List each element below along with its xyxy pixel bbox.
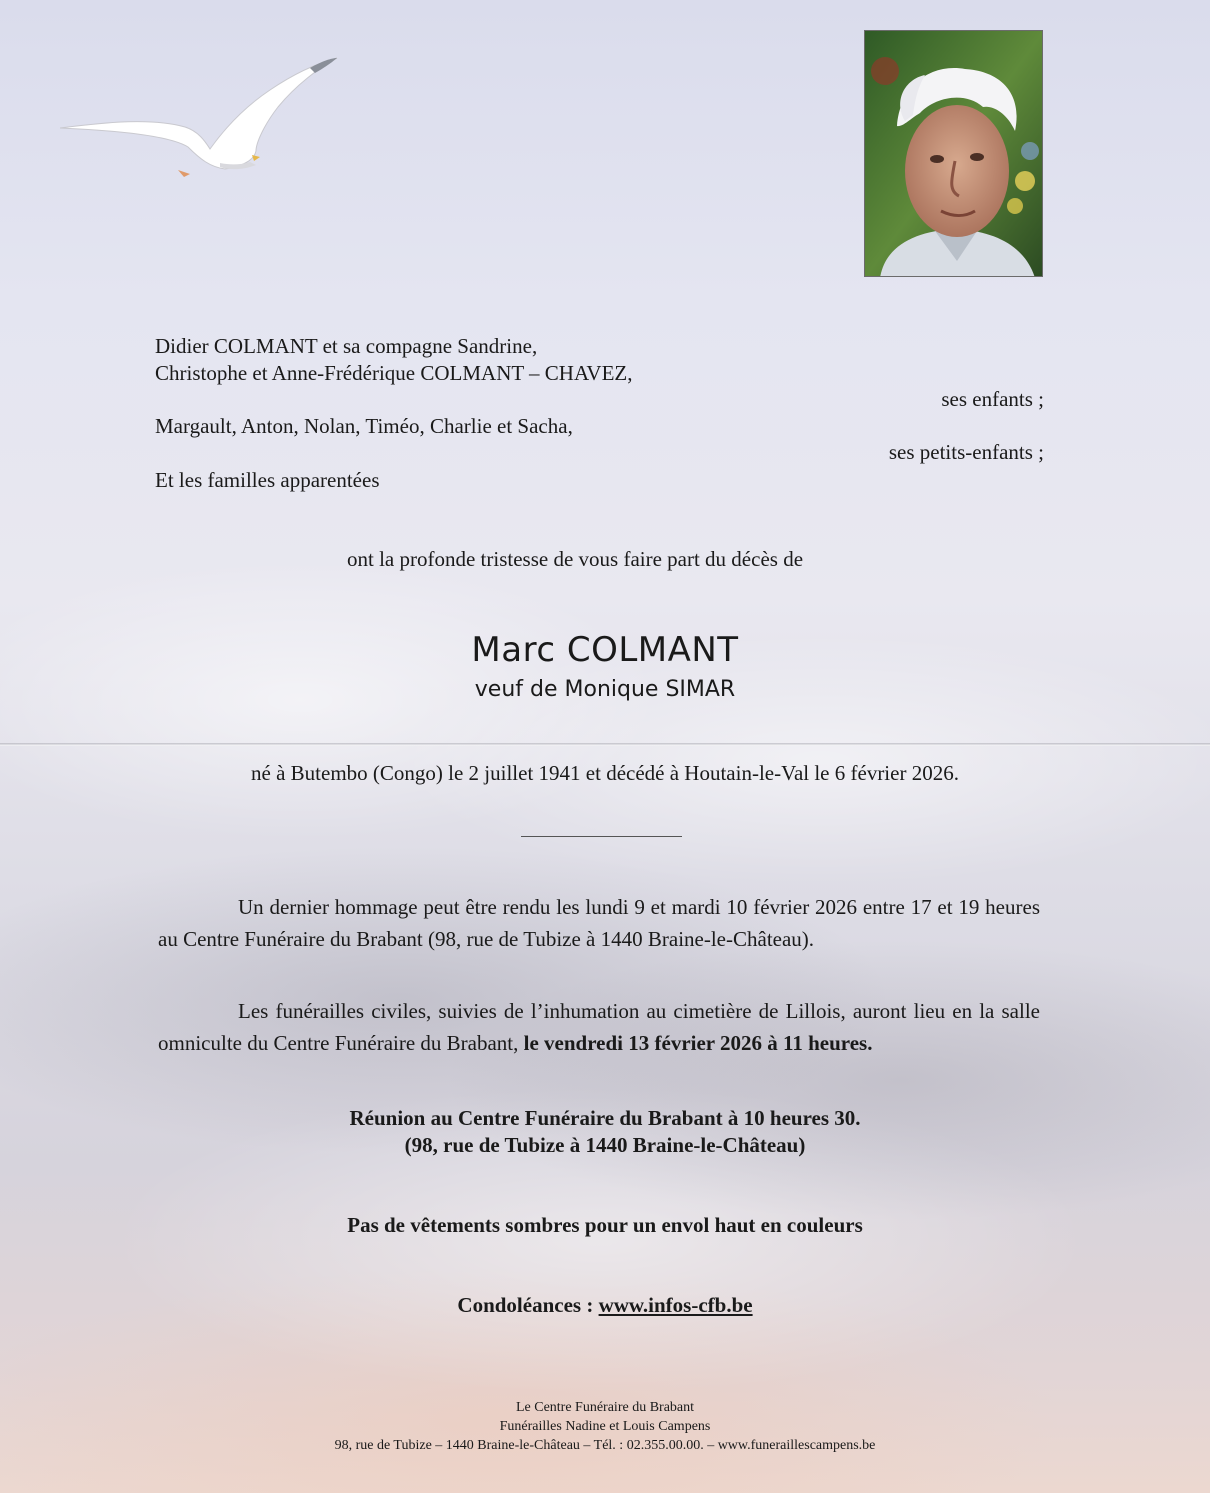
- portrait-photo: [864, 30, 1043, 277]
- grandchildren: Margault, Anton, Nolan, Timéo, Charlie et Sacha,: [155, 414, 573, 438]
- family-line-1: Didier COLMANT et sa compagne Sandrine,: [155, 334, 538, 358]
- family-line-2: Christophe et Anne-Frédérique COLMANT – CHAVEZ,: [155, 361, 633, 385]
- seagull-icon: [60, 55, 345, 185]
- widow-of: veuf de Monique SIMAR: [474, 677, 736, 702]
- deceased-name: Marc COLMANT: [471, 630, 739, 670]
- meeting-line-2: (98, rue de Tubize à 1440 Braine-le-Château): [404, 1133, 806, 1157]
- birth-death-dates: né à Butembo (Congo) le 2 juillet 1941 et décédé à Houtain-le-Val le 6 février 2026.: [251, 761, 959, 785]
- tribute-paragraph: [158, 891, 1040, 955]
- children-role: ses enfants ;: [941, 387, 1044, 411]
- footer-line-2: Funérailles Nadine et Louis Campens: [499, 1419, 711, 1434]
- paper-fold: [0, 743, 1210, 746]
- footer-line-3: 98, rue de Tubize – 1440 Braine-le-Château – Tél. : 02.355.00.00. – www.funeraillescampens.be: [334, 1438, 876, 1453]
- dress-code: Pas de vêtements sombres pour un envol haut en couleurs: [347, 1213, 863, 1237]
- condolences: [0, 1293, 1210, 1318]
- funeral-text: Les funérailles civiles, suivies de l’inhumation au cimetière de Lillois, auront lieu en la salle omniculte du Centre Funéraire du Brabant,: [158, 999, 1040, 1055]
- tribute-text: Un dernier hommage peut être rendu les lundi 9 et mardi 10 février 2026 entre 17 et 19 heures au Centre Funéraire du Brabant (98, rue de Tubize à 1440 Braine-le-Château).: [158, 895, 1040, 951]
- meeting-line-1: Réunion au Centre Funéraire du Brabant à 10 heures 30.: [349, 1106, 861, 1130]
- footer-line-1: Le Centre Funéraire du Brabant: [515, 1400, 695, 1415]
- grandchildren-role: ses petits-enfants ;: [888, 440, 1044, 464]
- funeral-date: le vendredi 13 février 2026 à 11 heures.: [523, 1031, 873, 1055]
- announcement: ont la profonde tristesse de vous faire part du décès de: [347, 547, 804, 571]
- condolences-label: Condoléances :: [457, 1293, 594, 1317]
- separator-line: [521, 836, 682, 837]
- relatives: Et les familles apparentées: [155, 468, 380, 492]
- condolences-link[interactable]: www.infos-cfb.be: [598, 1293, 753, 1317]
- funeral-paragraph: [158, 995, 1040, 1059]
